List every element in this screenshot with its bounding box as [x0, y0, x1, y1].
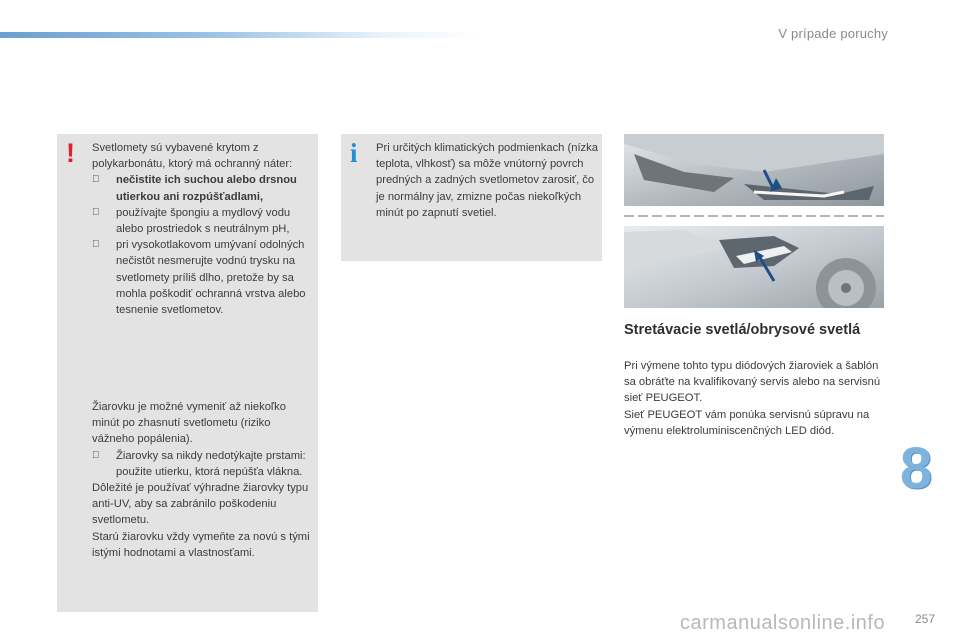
headlight-photo-top: [624, 134, 884, 206]
uv-text: Dôležité je používať výhradne žiarovky typu anti-UV, aby sa zabránilo poškodeniu svetlometu.: [92, 482, 309, 527]
photo-separator: [624, 210, 884, 222]
page-number: 257: [915, 612, 936, 626]
right-text-block: [624, 358, 886, 439]
warning-intro: Svetlomety sú vybavené krytom z polykarbonátu, ktorý má ochranný náter:: [92, 142, 293, 171]
header-accent-bar: [0, 32, 480, 38]
right-paragraph-1: Pri výmene tohto typu diódových žiaroviek a šablón sa obráťte na kvalifikovaný servis alebo na servisnú sieť PEUGEOT.: [624, 360, 881, 405]
list-item-text: Žiarovky sa nikdy nedotýkajte prstami: použite utierku, ktorá nepúšťa vlákna.: [116, 449, 306, 478]
list-item: [92, 237, 314, 318]
section-title: Stretávacie svetlá/obrysové svetlá: [624, 322, 861, 338]
list-item-text: používajte špongiu a mydlový vodu alebo prostriedok s neutrálnym pH,: [116, 206, 291, 236]
bullet-icon: [92, 237, 100, 253]
list-item-text: pri vysokotlakovom umývaní odolných nečistôt nesmerujte vodnú trysku na svetlomety príliš dlho, pretože by sa mohla poškodiť ochranná vrstva alebo tesnenie svetlometov.: [116, 239, 306, 317]
right-paragraph-2: Sieť PEUGEOT vám ponúka servisnú súpravu na výmenu elektroluminiscenčných LED diód.: [624, 408, 870, 437]
watermark: carmanualsonline.info: [680, 612, 886, 634]
list-item: [92, 172, 314, 204]
headlight-photo-bottom: [624, 226, 884, 308]
bullet-icon: [92, 172, 100, 188]
bullet-icon: [92, 448, 100, 464]
list-item-text: nečistite ich suchou alebo drsnou utierkou ani rozpúšťadlami,: [116, 174, 297, 203]
list-item: [92, 448, 314, 480]
chapter-number: 8: [900, 436, 933, 501]
info-icon: i: [350, 138, 358, 168]
replace-text: Starú žiarovku vždy vymeňte za novú s tými istými hodnotami a vlastnosťami.: [92, 530, 310, 559]
exclamation-icon: !: [66, 138, 75, 168]
bullet-icon: [92, 205, 100, 221]
chapter-title: V prípade poruchy: [778, 26, 888, 41]
info-text-block: [376, 140, 598, 221]
car-front-illustration-bottom: [624, 226, 884, 308]
list-item: [92, 205, 314, 237]
info-text: Pri určitých klimatických podmienkach (nízka teplota, vlhkosť) sa môže vnútorný povrch predných a zadných svetlometov zarosiť, čo je normálny jav, zmizne počas niekoľkých minút po zapnutí svetiel.: [376, 142, 598, 219]
bulb-warning-text-block: [92, 399, 314, 561]
bulbs-intro: Žiarovku je možné vymeniť až niekoľko minút po zhasnutí svetlometu (riziko vážneho popálenia).: [92, 401, 286, 446]
warning-text-block: [92, 140, 314, 318]
car-front-illustration-top: [624, 134, 884, 206]
